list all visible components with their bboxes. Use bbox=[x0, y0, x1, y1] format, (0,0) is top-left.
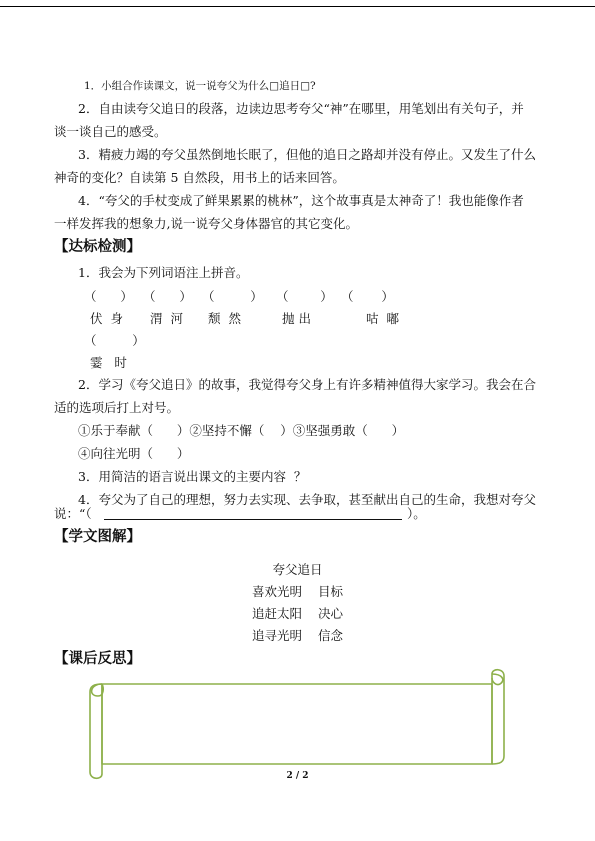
intro-question-4-line-1: 4．“夸父的手杖变成了鲜果累累的桃林”，这个故事真是太神奇了！我也能像作者 bbox=[78, 193, 524, 208]
test-question-2-line-2: 适的选项后打上对号。 bbox=[54, 400, 180, 415]
intro-question-2-line-1: 2．自由读夸父追日的段落，边读边思考夸父“神”在哪里，用笔划出有关句子，并 bbox=[78, 101, 524, 116]
section-heading-tujie: 【学文图解】 bbox=[54, 529, 141, 545]
diagram-title: 夸父追日 bbox=[272, 562, 323, 577]
pinyin-blank-4[interactable]: （ ） bbox=[276, 289, 333, 304]
test-question-4-suffix: ）。 bbox=[407, 506, 426, 521]
word-weihe: 渭 河 bbox=[150, 311, 183, 326]
intro-question-2-line-2: 谈一谈自己的感受。 bbox=[54, 124, 167, 139]
word-paochu: 抛 出 bbox=[282, 311, 311, 326]
section-heading-dabiao: 【达标检测】 bbox=[54, 239, 141, 255]
test-options-line-1[interactable]: ①乐于奉献（ ）②坚持不懈（ ）③坚强勇敢（ ） bbox=[78, 423, 405, 438]
intro-question-3-line-1: 3．精疲力竭的夸父虽然倒地长眠了，但他的追日之路却并没有停止。又发生了什么 bbox=[78, 147, 536, 162]
test-question-2-line-1: 2．学习《夸父追日》的故事，我觉得夸父身上有许多精神值得大家学习。我会在合 bbox=[78, 377, 536, 392]
word-gudu: 咕 嘟 bbox=[366, 311, 399, 326]
reflection-scroll-frame[interactable] bbox=[82, 664, 510, 782]
pinyin-blank-5[interactable]: （ ） bbox=[341, 289, 394, 304]
word-fushen: 伏 身 bbox=[90, 311, 123, 326]
header-rule bbox=[0, 6, 595, 7]
diagram-row-1: 喜欢光明 目标 bbox=[252, 584, 343, 599]
intro-question-3-line-2: 神奇的变化？自读第 5 自然段，用书上的话来回答。 bbox=[54, 170, 345, 185]
intro-question-1: 1．小组合作读课文，说一说夸父为什么□追日□? bbox=[84, 80, 316, 92]
test-question-1: 1．我会为下列词语注上拼音。 bbox=[78, 265, 249, 280]
diagram-row-2: 追赶太阳 决心 bbox=[252, 606, 343, 621]
pinyin-blank-2[interactable]: （ ） bbox=[143, 289, 192, 304]
word-shashi: 霎 时 bbox=[90, 355, 127, 370]
page-number: 2 / 2 bbox=[286, 771, 309, 781]
intro-question-4-line-2: 一样发挥我的想象力,说一说夸父身体器官的其它变化。 bbox=[54, 216, 358, 231]
pinyin-blank-3[interactable]: （ ） bbox=[202, 289, 263, 304]
test-question-4-line-1: 4．夸父为了自己的理想，努力去实现、去争取，甚至献出自己的生命，我想对夸父 bbox=[78, 492, 536, 507]
section-heading-fansi: 【课后反思】 bbox=[54, 651, 141, 667]
word-tuiran: 颓 然 bbox=[208, 311, 241, 326]
test-question-4-prefix: 说：“（ bbox=[54, 506, 92, 521]
test-options-line-2[interactable]: ④向往光明（ ） bbox=[78, 446, 190, 461]
test-question-3: 3．用简洁的语言说出课文的主要内容 ？ bbox=[78, 469, 307, 484]
pinyin-blank-1[interactable]: （ ） bbox=[84, 289, 133, 304]
diagram-row-3: 追寻光明 信念 bbox=[252, 628, 343, 643]
answer-underline[interactable] bbox=[104, 519, 402, 520]
pinyin-blank-6[interactable]: （ ） bbox=[84, 333, 145, 348]
